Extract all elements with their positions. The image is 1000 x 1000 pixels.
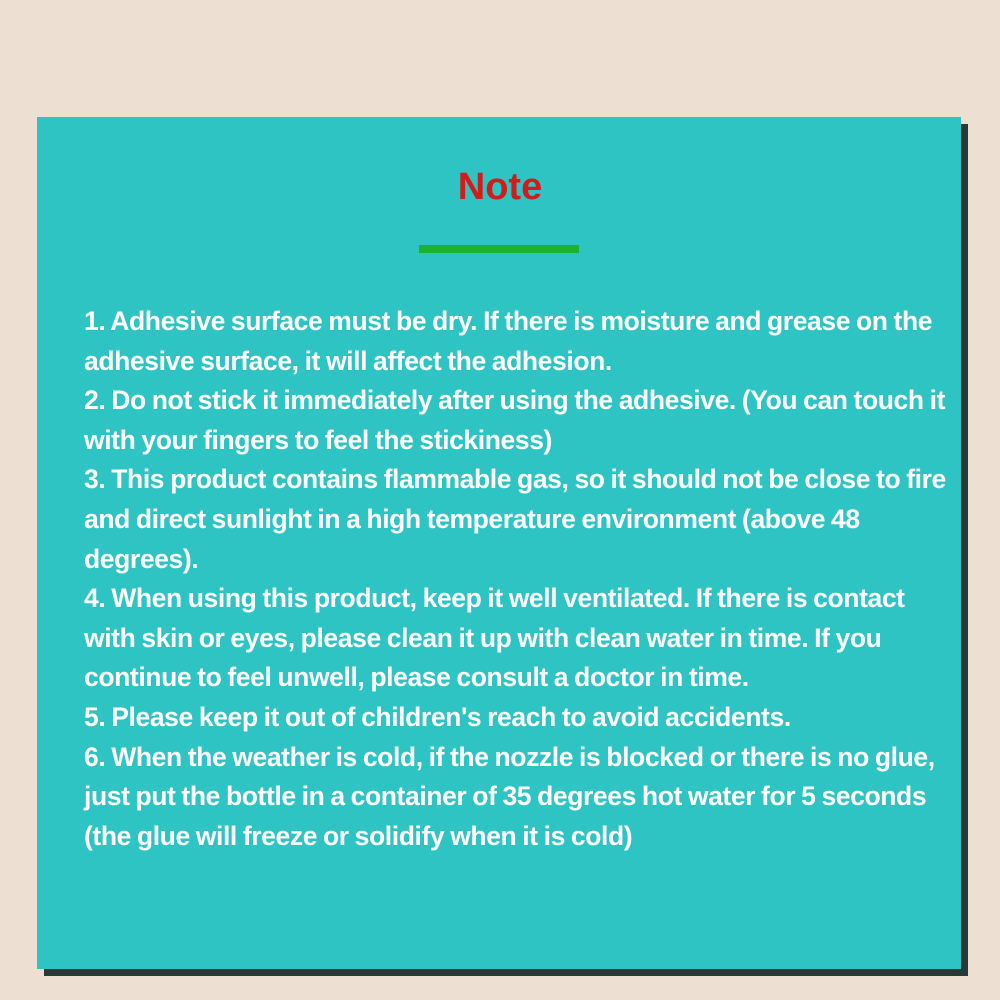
title-underline bbox=[419, 245, 579, 253]
note-item-4: 4. When using this product, keep it well ventilated. If there is contact with skin or eyes, please clean it up with clean water in time. If you continue to feel unwell, please consult a doctor in time. bbox=[84, 583, 905, 693]
note-title: Note bbox=[457, 166, 543, 208]
note-list bbox=[84, 302, 954, 856]
note-item-3: 3. This product contains flammable gas, so it should not be close to fire and direct sunlight in a high temperature environment (above 48 degrees). bbox=[84, 464, 946, 574]
note-item-6: 6. When the weather is cold, if the nozzle is blocked or there is no glue, just put the bottle in a container of 35 degrees hot water for 5 seconds (the glue will freeze or solidify when it is cold) bbox=[84, 741, 935, 851]
note-item-2: 2. Do not stick it immediately after using the adhesive. (You can touch it with your fingers to feel the stickiness) bbox=[84, 385, 946, 455]
note-item-5: 5. Please keep it out of children's reach to avoid accidents. bbox=[84, 701, 791, 732]
note-item-1: 1. Adhesive surface must be dry. If there is moisture and grease on the adhesive surface, it will affect the adhesion. bbox=[84, 306, 933, 376]
